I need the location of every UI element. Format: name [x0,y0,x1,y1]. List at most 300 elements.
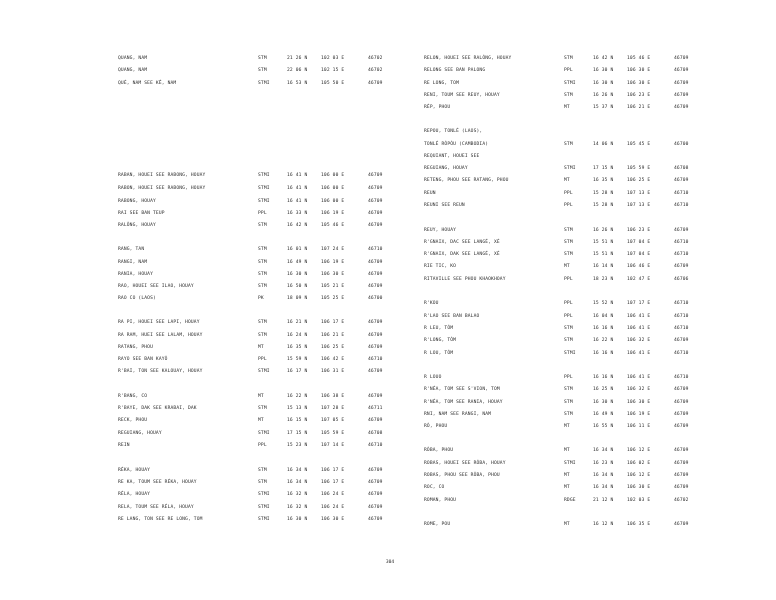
entry-longitude: 106 25 E [627,178,651,183]
entry-latitude: 16 35 N [593,178,614,183]
entry-name: RE LONG, TOM [424,81,459,86]
gazetteer-entry [424,336,694,345]
entry-code: 46709 [674,56,689,61]
entry-longitude: 106 23 E [627,228,651,233]
entry-latitude: 15 51 N [593,240,614,245]
entry-designation: STM [258,247,267,252]
entry-designation: STMI [258,199,270,204]
entry-latitude: 16 34 N [287,468,308,473]
entry-name: RABONG, HOUAY [118,199,156,204]
gazetteer-entry [424,189,694,198]
entry-designation: STMI [258,505,270,510]
entry-code: 46709 [368,394,383,399]
entry-name: RNI, NAM SEE RANGI, NAM [424,412,492,417]
entry-code: 46710 [368,247,383,252]
gazetteer-entry [118,515,388,524]
entry-latitude: 16 04 N [593,314,614,319]
left-column [118,0,388,600]
gazetteer-entry [424,373,694,382]
entry-longitude: 105 59 E [627,166,651,171]
entry-designation: STM [564,338,573,343]
entry-designation: MT [258,345,264,350]
entry-latitude: 15 51 N [593,252,614,257]
entry-designation: PPL [564,191,573,196]
entry-name: RÉKA, HOUAY [118,468,151,473]
gazetteer-entry [424,483,694,492]
entry-designation: PPL [564,314,573,319]
entry-designation: STM [258,272,267,277]
entry-designation: STM [258,223,267,228]
entry-designation: MT [564,448,570,453]
entry-code: 46709 [674,461,689,466]
entry-code: 46700 [368,296,383,301]
entry-longitude: 106 00 E [321,173,345,178]
entry-name: RABON, HOUEI SEE RABONG, HOUAY [118,186,206,191]
entry-code: 46710 [674,326,689,331]
entry-code: 46710 [674,375,689,380]
entry-designation: STMI [564,461,576,466]
gazetteer-entry [118,209,388,218]
entry-latitude: 15 37 N [593,105,614,110]
entry-name: R'NÉA, TOM SEE RANIA, HOUAY [424,400,503,405]
entry-designation: PPL [564,277,573,282]
entry-longitude: 106 17 E [321,480,345,485]
entry-designation: STM [564,240,573,245]
entry-longitude: 107 17 E [627,301,651,306]
entry-code: 46709 [674,387,689,392]
entry-longitude: 106 11 E [627,424,651,429]
entry-longitude: 106 30 E [321,517,345,522]
entry-designation: PPL [258,357,267,362]
gazetteer-entry [118,490,388,499]
gazetteer-entry [424,496,694,505]
entry-latitude: 16 26 N [593,228,614,233]
entry-longitude: 105 21 E [321,284,345,289]
entry-code: 46709 [368,260,383,265]
entry-latitude: 16 49 N [593,412,614,417]
entry-code: 46702 [368,56,383,61]
entry-longitude: 106 17 E [321,320,345,325]
entry-designation: MT [258,394,264,399]
entry-designation: MT [564,485,570,490]
entry-latitude: 16 32 N [287,505,308,510]
entry-name: REQUIANT, HOUEI SEE [424,154,480,159]
entry-code: 46709 [368,333,383,338]
entry-latitude: 16 12 N [593,522,614,527]
entry-code: 46709 [674,522,689,527]
entry-designation: STMI [258,81,270,86]
entry-name: R LOUO [424,375,442,380]
gazetteer-entry [118,404,388,413]
entry-name: RANGI, NAM [118,260,148,265]
gazetteer-entry [424,91,694,100]
entry-latitude: 16 16 N [593,326,614,331]
entry-latitude: 16 30 N [287,517,308,522]
entry-latitude: 15 28 N [593,203,614,208]
entry-name: RA PI, HOUEI SEE LAPI, HOUAY [118,320,200,325]
entry-code: 46709 [368,199,383,204]
entry-designation: STM [258,284,267,289]
entry-name: RÉLA, HOUAY [118,492,151,497]
entry-latitude: 16 41 N [287,173,308,178]
entry-code: 46709 [674,448,689,453]
entry-designation: STM [258,68,267,73]
entry-designation: STM [564,228,573,233]
entry-latitude: 16 30 N [593,68,614,73]
entry-code: 46708 [674,166,689,171]
gazetteer-entry [424,262,694,271]
gazetteer-entry [118,331,388,340]
entry-name: RAYO SEE BAN KAYÔ [118,357,168,362]
gazetteer-entry [118,171,388,180]
entry-longitude: 106 12 E [627,473,651,478]
entry-latitude: 16 34 N [593,485,614,490]
entry-latitude: 16 42 N [593,56,614,61]
entry-name: ROBAS, HOUEI SEE RÔBA, HOUAY [424,461,506,466]
entry-code: 46709 [674,264,689,269]
entry-name: REGUIANG, HOUAY [118,431,162,436]
entry-name: ROME, POU [424,522,451,527]
entry-latitude: 16 34 N [593,473,614,478]
entry-latitude: 16 34 N [287,480,308,485]
entry-longitude: 107 13 E [627,191,651,196]
entry-designation: STM [564,400,573,405]
entry-designation: STM [258,480,267,485]
entry-latitude: 15 28 N [593,191,614,196]
entry-name: R'BANG, CO [118,394,148,399]
entry-longitude: 102 15 E [321,68,345,73]
gazetteer-entry [118,416,388,425]
entry-code: 46710 [674,252,689,257]
gazetteer-entry [424,79,694,88]
entry-name: R'KOU [424,301,439,306]
entry-designation: STMI [258,173,270,178]
entry-designation: STMI [258,369,270,374]
gazetteer-entry [424,520,694,529]
entry-code: 46709 [674,178,689,183]
entry-longitude: 106 21 E [627,105,651,110]
entry-longitude: 106 30 E [627,400,651,405]
gazetteer-entry [118,503,388,512]
entry-latitude: 16 41 N [287,186,308,191]
page-number: 304 [385,560,395,565]
entry-code: 46710 [674,314,689,319]
entry-latitude: 16 22 N [593,338,614,343]
gazetteer-entry [424,250,694,259]
entry-code: 46709 [368,223,383,228]
entry-longitude: 106 41 E [627,351,651,356]
entry-code: 46710 [368,443,383,448]
entry-name: RANG, TAN [118,247,145,252]
entry-designation: STM [564,142,573,147]
gazetteer-entry [424,398,694,407]
gazetteer-entry [424,140,694,149]
entry-latitude: 17 15 N [593,166,614,171]
entry-latitude: 21 12 N [593,498,614,503]
entry-name: ROBAS, PHOU SEE RÔBA, PHOU [424,473,500,478]
entry-latitude: 15 13 N [287,406,308,411]
entry-designation: STMI [564,351,576,356]
gazetteer-entry [424,66,694,75]
entry-name: RAI SEE BAN TEUP [118,211,165,216]
entry-name: RELA, TOUM SEE RÉLA, HOUAY [118,505,194,510]
gazetteer-entry [118,197,388,206]
entry-longitude: 106 31 E [321,369,345,374]
entry-name: REUN [424,191,436,196]
entry-designation: PPL [258,211,267,216]
entry-latitude: 16 30 N [593,81,614,86]
entry-designation: STM [564,252,573,257]
entry-longitude: 105 59 E [321,431,345,436]
entry-longitude: 102 03 E [627,498,651,503]
entry-code: 46706 [674,277,689,282]
entry-latitude: 16 30 N [287,272,308,277]
entry-name: RALÔNG, HOUAY [118,223,156,228]
entry-code: 46709 [674,93,689,98]
entry-longitude: 106 41 E [627,314,651,319]
entry-name: QUANG, NAM [118,56,148,61]
entry-latitude: 16 34 N [593,448,614,453]
entry-designation: STM [564,326,573,331]
entry-latitude: 16 32 N [287,492,308,497]
entry-name: RITAVILLE SEE PHOU KHAOKHOAY [424,277,506,282]
entry-code: 46709 [368,272,383,277]
entry-name: R LOU, TÔM [424,351,454,356]
entry-name: REUNI SEE REUN [424,203,465,208]
entry-longitude: 107 05 E [321,418,345,423]
entry-latitude: 16 53 N [287,81,308,86]
gazetteer-entry [424,275,694,284]
gazetteer-entry [118,245,388,254]
entry-longitude: 106 41 E [627,375,651,380]
entry-name: RETENG, PHOU SEE RATANG, PHOU [424,178,509,183]
entry-longitude: 106 30 E [627,485,651,490]
entry-longitude: 107 13 E [627,203,651,208]
entry-name: RATANG, PHOU [118,345,153,350]
entry-longitude: 106 24 E [321,505,345,510]
entry-code: 46708 [368,431,383,436]
entry-longitude: 106 19 E [321,260,345,265]
entry-latitude: 16 41 N [287,199,308,204]
entry-code: 46709 [674,68,689,73]
gazetteer-entry [118,184,388,193]
gazetteer-entry [424,299,694,308]
gazetteer-entry [118,429,388,438]
entry-longitude: 106 24 E [321,492,345,497]
entry-designation: STMI [258,492,270,497]
gazetteer-entry [118,355,388,364]
entry-code: 46709 [368,492,383,497]
entry-code: 46709 [368,320,383,325]
gazetteer-entry [118,270,388,279]
entry-name: ROMAN, PHOU [424,498,457,503]
entry-longitude: 102 47 E [627,277,651,282]
entry-name: RÔ, PHOU [424,424,448,429]
entry-longitude: 106 30 E [627,81,651,86]
entry-designation: STM [258,406,267,411]
entry-longitude: 106 25 E [321,345,345,350]
entry-designation: STMI [564,166,576,171]
entry-code: 46702 [674,498,689,503]
gazetteer-entry [424,312,694,321]
entry-latitude: 16 14 N [593,264,614,269]
gazetteer-entry [424,127,694,136]
entry-designation: PPL [564,301,573,306]
entry-longitude: 106 17 E [321,468,345,473]
gazetteer-entry [424,459,694,468]
entry-designation: MT [564,424,570,429]
entry-code: 46709 [368,505,383,510]
entry-longitude: 105 25 E [321,296,345,301]
gazetteer-entry [118,282,388,291]
entry-code: 46710 [674,301,689,306]
entry-longitude: 106 42 E [321,357,345,362]
entry-latitude: 15 59 N [287,357,308,362]
entry-code: 46710 [674,351,689,356]
entry-latitude: 16 23 N [593,461,614,466]
gazetteer-entry [424,164,694,173]
entry-longitude: 106 00 E [321,199,345,204]
entry-latitude: 16 30 N [593,400,614,405]
entry-latitude: 16 55 N [593,424,614,429]
entry-name: R'BAYE, DAK SEE KRABAI, DAK [118,406,197,411]
entry-name: R'BAI, TON SEE KALOUAY, HOUAY [118,369,203,374]
entry-longitude: 106 35 E [627,522,651,527]
entry-designation: STMI [564,81,576,86]
gazetteer-entry [424,226,694,235]
entry-name: R LEU, TÔM [424,326,454,331]
entry-latitude: 14 06 N [593,142,614,147]
entry-code: 46700 [674,142,689,147]
entry-name: RECK, PHOU [118,418,148,423]
entry-designation: STM [258,468,267,473]
entry-name: RAO CO (LAOS) [118,296,156,301]
entry-name: REIN [118,443,130,448]
gazetteer-entry [424,422,694,431]
gazetteer-entry [424,54,694,63]
entry-designation: STM [564,387,573,392]
entry-designation: PPL [564,68,573,73]
entry-longitude: 105 46 E [627,56,651,61]
entry-longitude: 106 19 E [627,412,651,417]
entry-code: 46709 [368,418,383,423]
gazetteer-entry [118,466,388,475]
entry-latitude: 22 06 N [287,68,308,73]
entry-latitude: 18 09 N [287,296,308,301]
entry-code: 46710 [368,357,383,362]
entry-name: RE LANG, TON SEE RE LONG, TOM [118,517,203,522]
entry-code: 46709 [368,480,383,485]
entry-latitude: 15 23 N [287,443,308,448]
entry-designation: PPL [564,203,573,208]
gazetteer-entry [118,392,388,401]
entry-latitude: 16 15 N [287,418,308,423]
entry-latitude: 17 15 N [287,431,308,436]
entry-name: R'NÉA, TOM SEE S'VION, TOM [424,387,500,392]
entry-latitude: 16 21 N [287,320,308,325]
entry-name: RE KA, TOUM SEE RÉKA, HOUAY [118,480,197,485]
entry-code: 46709 [368,345,383,350]
gazetteer-entry [118,318,388,327]
entry-designation: STM [258,260,267,265]
entry-name: REPOU, TONLÉ (LAOS), [424,129,483,134]
entry-latitude: 18 23 N [593,277,614,282]
entry-designation: MT [564,473,570,478]
gazetteer-entry [118,367,388,376]
entry-code: 46709 [674,412,689,417]
gazetteer-entry [424,324,694,333]
entry-designation: MT [564,178,570,183]
entry-code: 46709 [368,468,383,473]
entry-name: R'LAO SEE BAN BALAO [424,314,480,319]
entry-code: 46709 [368,284,383,289]
gazetteer-entry [118,478,388,487]
entry-name: RA RAM, HUEI SEE LALAM, HOUAY [118,333,203,338]
gazetteer-entry [424,471,694,480]
entry-name: RAO, HOUEI SEE ILAO, HOUAY [118,284,194,289]
entry-latitude: 16 22 N [287,394,308,399]
entry-latitude: 16 50 N [287,284,308,289]
gazetteer-entry [424,410,694,419]
gazetteer-entry [424,103,694,112]
entry-code: 46702 [368,68,383,73]
entry-designation: PPL [258,443,267,448]
entry-latitude: 16 42 N [287,223,308,228]
entry-code: 46709 [674,105,689,110]
entry-code: 46709 [674,473,689,478]
entry-code: 46710 [674,240,689,245]
entry-code: 46711 [368,406,383,411]
gazetteer-entry [118,343,388,352]
entry-longitude: 106 30 E [321,272,345,277]
entry-designation: PPL [564,375,573,380]
entry-code: 46709 [368,81,383,86]
entry-longitude: 106 21 E [321,333,345,338]
gazetteer-entry [118,54,388,63]
entry-name: RENI, TOUM SEE REUY, HOUAY [424,93,500,98]
entry-code: 46709 [368,186,383,191]
entry-designation: STM [564,56,573,61]
entry-longitude: 106 02 E [627,461,651,466]
entry-designation: STM [564,412,573,417]
entry-code: 46709 [674,338,689,343]
entry-name: RIE TIC, KO [424,264,457,269]
entry-longitude: 107 24 E [321,247,345,252]
entry-longitude: 107 04 E [627,252,651,257]
entry-code: 46709 [368,173,383,178]
entry-name: QUANG, NAM [118,68,148,73]
gazetteer-entry [118,294,388,303]
entry-latitude: 16 33 N [287,211,308,216]
entry-name: R'GNAIX, DAC SEE LANGÉ, XÉ [424,240,500,245]
entry-latitude: 21 26 N [287,56,308,61]
entry-code: 46709 [674,485,689,490]
entry-longitude: 106 32 E [627,338,651,343]
entry-name: QUÉ, NAM SEE KÊ, NAM [118,81,177,86]
gazetteer-entry [118,66,388,75]
gazetteer-entry [424,176,694,185]
right-column [424,0,694,600]
entry-designation: MT [258,418,264,423]
entry-code: 46710 [674,203,689,208]
entry-longitude: 106 12 E [627,448,651,453]
entry-designation: STMI [258,431,270,436]
entry-name: RÉP, PHOU [424,105,451,110]
entry-code: 46710 [674,191,689,196]
entry-latitude: 16 25 N [593,387,614,392]
gazetteer-entry [424,385,694,394]
gazetteer-entry [424,238,694,247]
